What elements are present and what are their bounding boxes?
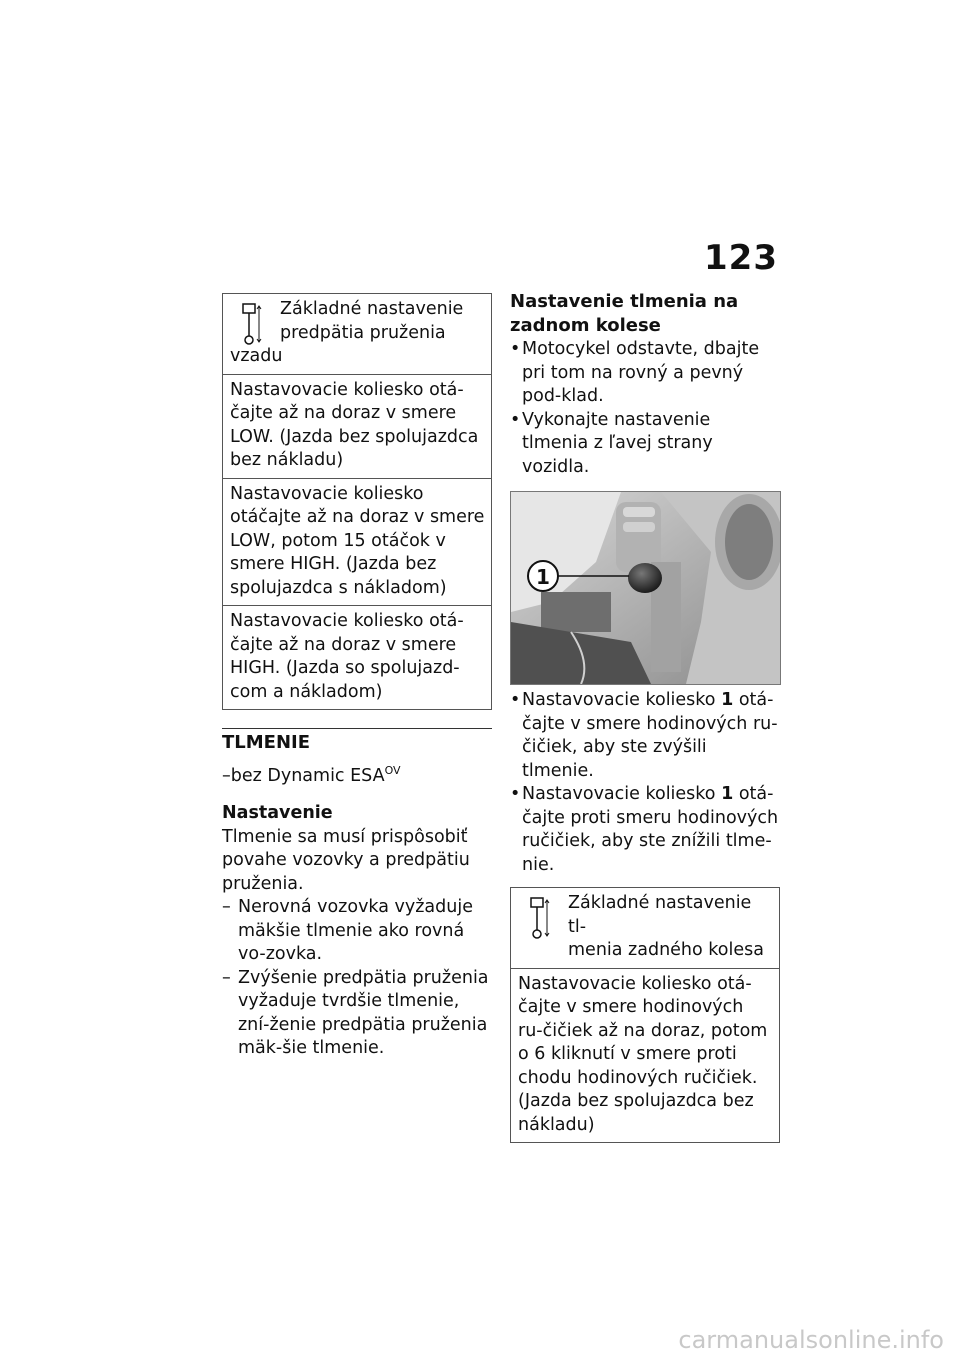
section-title: TLMENIE — [222, 728, 492, 755]
list-item-text: Nastavovacie koliesko — [522, 690, 722, 710]
list-item — [510, 783, 780, 877]
table-header-line: menia zadného kolesa — [568, 940, 764, 960]
bullet-mark: • — [510, 339, 521, 359]
bullet-list — [510, 689, 780, 877]
paragraph: Tlmenie sa musí prispôsobiť povahe vozovky a predpätiu pruženia. — [222, 826, 470, 894]
table-header-line: Základné nastavenie — [280, 299, 464, 319]
right-column — [510, 290, 780, 1143]
watermark: carmanualsonline.info — [678, 1326, 944, 1354]
spring-adjust-icon — [525, 896, 551, 940]
table-header-line: Základné nastavenie tl- — [568, 893, 752, 937]
page-number: 123 — [704, 238, 778, 278]
list-item-text: otá-čajte proti smeru hodinových ručičiek, aby ste znížili tlme-nie. — [522, 784, 779, 875]
table-row: Nastavovacie koliesko otá-čajte až na doraz v smere HIGH. (Jazda so spolujazd-com a nákladom) — [223, 605, 491, 709]
table-row: Nastavovacie koliesko otáčajte až na doraz v smere LOW, potom 15 otáčok v smere HIGH. (Jazda bez spolujazdca s nákladom) — [223, 478, 491, 606]
spring-adjust-icon — [237, 302, 263, 346]
left-column — [222, 293, 492, 1061]
item-reference: 1 — [721, 784, 734, 804]
list-item — [510, 409, 780, 480]
bullet-mark: • — [510, 409, 521, 430]
section-title: Nastavenie tlmenia na zadnom kolese — [510, 291, 739, 336]
list-item — [510, 338, 780, 409]
table-row: Nastavovacie koliesko otá-čajte v smere hodinových ru-čičiek až na doraz, potom o 6 kliknutí v smere proti chodu hodinových ručičiek. (Jazda bez spolujazdca bez nákladu) — [511, 968, 779, 1143]
list-item-text: otá-čajte v smere hodinových ru-čičiek, aby ste zvýšili tlmenie. — [522, 690, 778, 781]
damper-adjuster-photo — [510, 491, 781, 685]
table-row: Nastavovacie koliesko otá-čajte až na doraz v smere LOW. (Jazda bez spolujazdca bez nákladu) — [223, 374, 491, 478]
list-item — [222, 896, 492, 967]
table-header-line: vzadu — [230, 346, 283, 366]
dash-list — [222, 896, 492, 1061]
spring-preload-table — [222, 293, 492, 710]
photo-illustration — [511, 492, 780, 684]
list-item-text: Zvýšenie predpätia pruženia vyžaduje tvrdšie tlmenie, zní-ženie predpätia pruženia mäk-šie tlmenie. — [238, 967, 489, 1059]
bullet-mark: • — [510, 690, 521, 710]
callout-label: 1 — [536, 565, 550, 589]
list-item-text: Vykonajte nastavenie tlmenia z ľavej strany vozidla. — [522, 409, 713, 477]
list-item-text: Nerovná vozovka vyžaduje mäkšie tlmenie ako rovná vo-zovka. — [238, 897, 473, 965]
table-header — [511, 888, 779, 968]
item-reference: 1 — [721, 690, 734, 710]
list-item-text: Nastavovacie koliesko — [522, 784, 722, 804]
bullet-mark: • — [510, 784, 521, 804]
dash-mark: – — [222, 967, 231, 988]
bullet-list — [510, 338, 780, 479]
list-item — [510, 689, 780, 783]
list-item — [222, 967, 492, 1061]
variant-text: –bez Dynamic ESA — [222, 765, 385, 786]
variant-note — [222, 759, 492, 788]
subheading: Nastavenie — [222, 803, 333, 824]
variant-sup: OV — [384, 764, 401, 777]
table-header — [223, 294, 491, 374]
list-item-text: Motocykel odstavte, dbajte pri tom na rovný a pevný pod-klad. — [522, 339, 760, 406]
damping-base-table — [510, 887, 780, 1143]
table-header-line: predpätia pruženia — [280, 322, 446, 343]
dash-mark: – — [222, 897, 231, 918]
